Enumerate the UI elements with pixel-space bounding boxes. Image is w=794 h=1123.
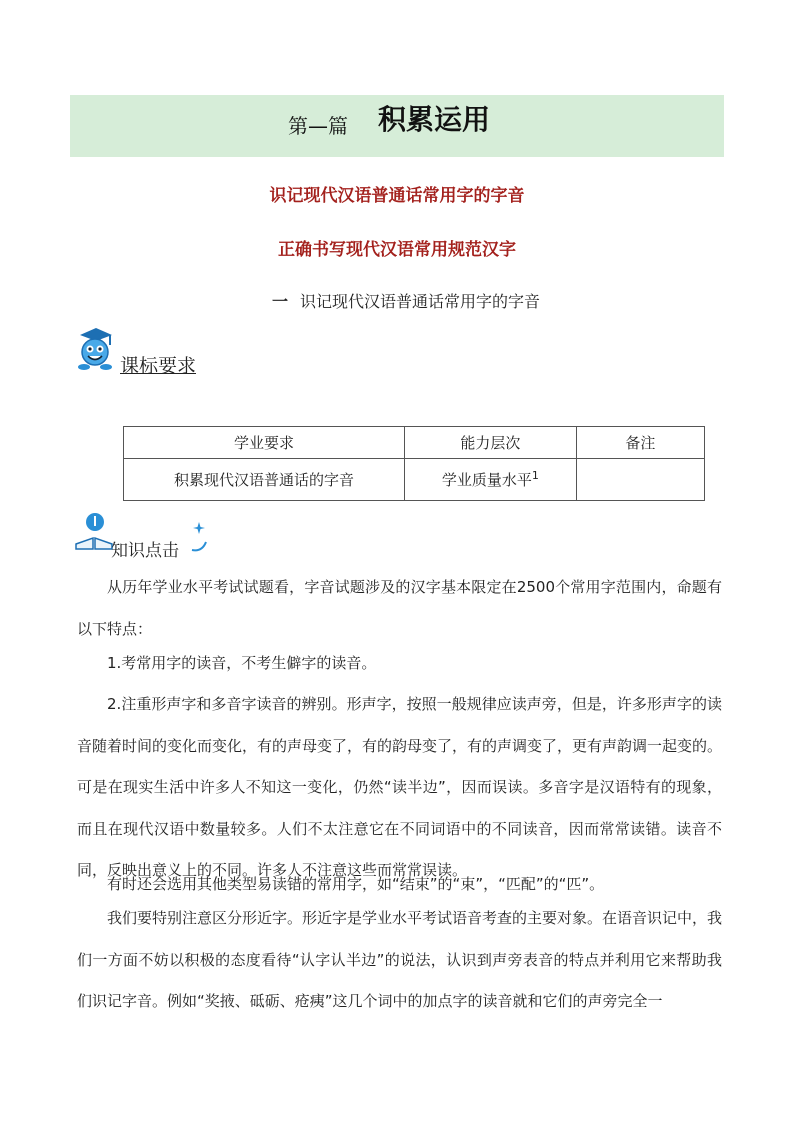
subtitle-1: 识记现代汉语普通话常用字的字音 (269, 186, 525, 206)
knowledge-heading: 知识点击 (111, 541, 179, 561)
table-row (124, 459, 705, 501)
section-number: 一 (272, 292, 289, 311)
table-cell (576, 459, 704, 501)
part-title: 积累运用 (378, 103, 491, 136)
graduate-mascot-icon (72, 325, 118, 371)
subtitle-2: 正确书写现代汉语常用规范汉字 (278, 240, 516, 260)
part-label: 第—篇 (288, 114, 348, 138)
sparkle-icon (188, 520, 210, 554)
table-cell (405, 459, 577, 501)
curriculum-heading: 课标要求 (120, 355, 197, 377)
book-lamp-icon (74, 510, 114, 550)
table-header-cell: 能力层次 (405, 427, 577, 459)
paragraph-other: 有时还会选用其他类型易读错的常用字，如“结束”的“束”，“匹配”的“匹”。 (107, 875, 605, 893)
table-cell: 积累现代汉语普通话的字音 (124, 459, 405, 501)
paragraph-point-2: 2.注重形声字和多音字读音的辨别。形声字，按照一般规律应读声旁，但是，许多形声字的读音随着时间的变化而变化，有的声母变了，有的韵母变了，有的声调变了，更有声韵调一起变的。可是在现实生活中许多人不知这一变化，仍然“读半边”，因而误读。多音字是汉语特有的现象，而且在现代汉语中数量较多。人们不太注意它在不同词语中的不同读音，因而常常读错。读音不同，反映出意义上的不同。许多人不注意这些而常常误读。 (77, 695, 723, 879)
level-superscript: 1 (531, 469, 539, 482)
section-title-text: 识记现代汉语普通话常用字的字音 (300, 292, 541, 311)
requirements-table (123, 426, 705, 501)
table-header-row (124, 427, 705, 459)
level-text: 学业质量水平 (441, 471, 532, 489)
section-title (272, 289, 540, 312)
table-header-cell: 备注 (576, 427, 704, 459)
paragraph-point-1: 1.考常用字的读音，不考生僻字的读音。 (107, 654, 377, 672)
paragraph-similar: 我们要特别注意区分形近字。形近字是学业水平考试语音考查的主要对象。在语音识记中，我们一方面不妨以积极的态度看待“认字认半边”的说法，认识到声旁表音的特点并利用它来帮助我们识记字音。例如“奖掖、砥砺、疮痍”这几个词中的加点字的读音就和它们的声旁完全一 (77, 909, 723, 1010)
paragraph-intro: 从历年学业水平考试试题看，字音试题涉及的汉字基本限定在2500个常用字范围内，命题有以下特点： (77, 578, 722, 638)
table-header-cell: 学业要求 (124, 427, 405, 459)
